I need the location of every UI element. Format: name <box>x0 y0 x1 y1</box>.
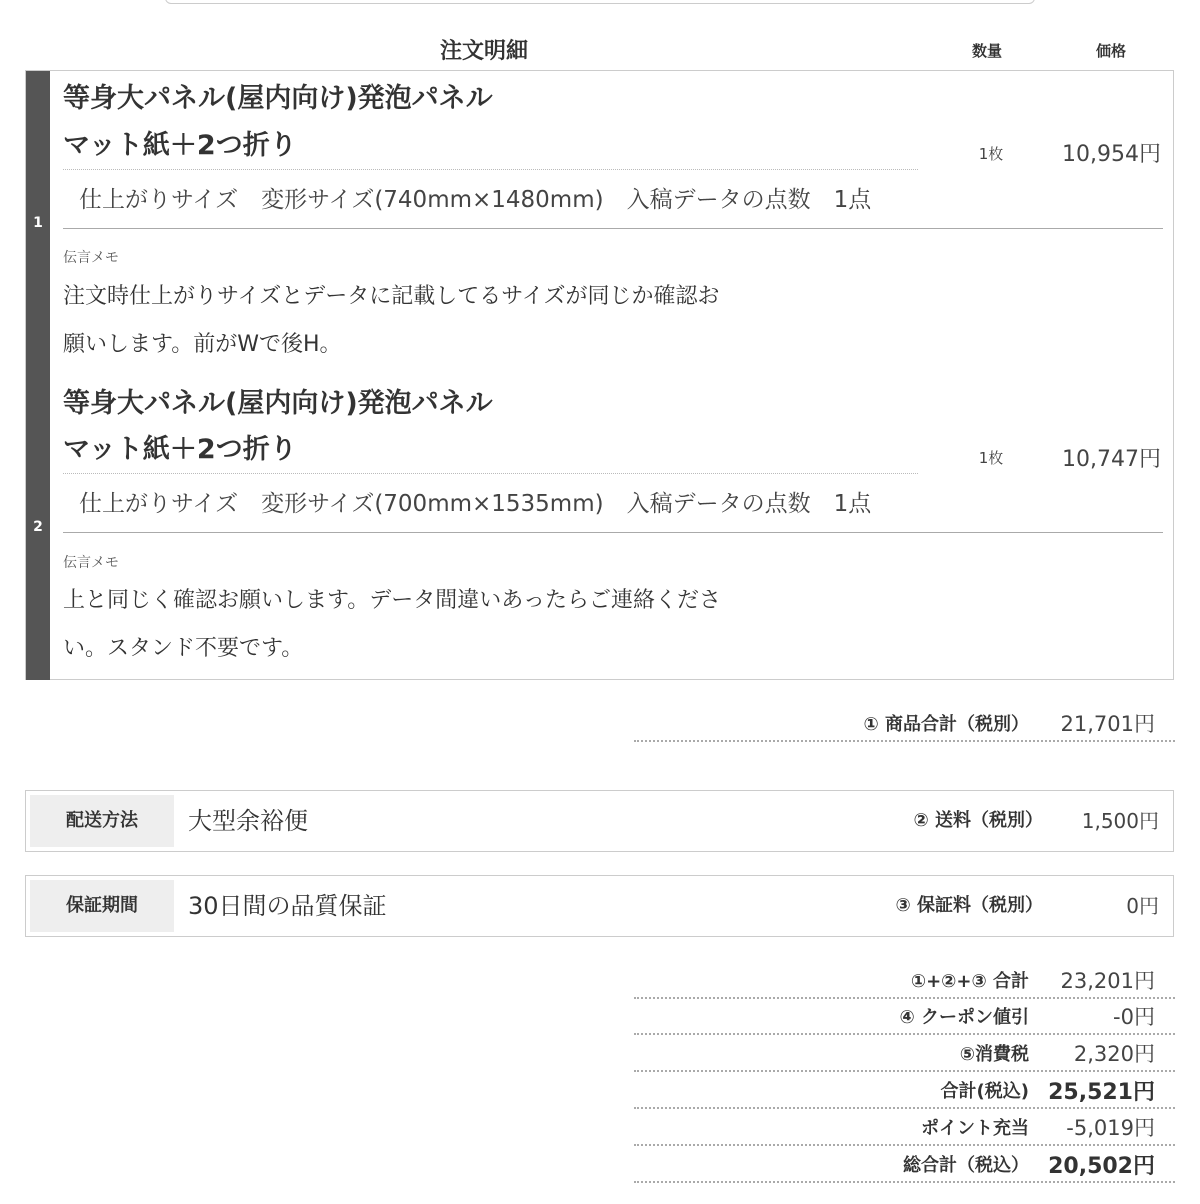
warranty-value: 30日間の品質保証 <box>188 892 387 920</box>
shipping-method-label: 配送方法 <box>30 795 174 847</box>
shipping-fee-label: ② 送料（税別） <box>913 810 1043 831</box>
price-column-header: 価格 <box>1096 42 1127 60</box>
subtotal-value: 21,701円 <box>1060 712 1155 736</box>
divider <box>63 473 918 474</box>
product-name: 等身大パネル(屋内向け)発泡パネル <box>63 388 493 419</box>
total-incl-tax-row <box>634 1073 1175 1109</box>
coupon-value: -0円 <box>1113 1005 1155 1029</box>
coupon-label: ④ クーポン値引 <box>899 1007 1029 1028</box>
grand-total-value: 20,502円 <box>1048 1154 1155 1179</box>
order-items-table <box>25 70 1174 680</box>
item-quantity: 1枚 <box>978 449 1004 467</box>
item-index-badge: 2 <box>26 375 50 680</box>
divider <box>63 169 918 170</box>
warranty-label: 保証期間 <box>30 880 174 932</box>
memo-text: 上と同じく確認お願いします。データ間違いあったらご連絡くださ <box>63 588 722 613</box>
memo-label: 伝言メモ <box>63 250 119 266</box>
coupon-discount-row <box>634 999 1175 1035</box>
item-index-badge: 1 <box>26 71 50 375</box>
item-quantity: 1枚 <box>978 145 1004 163</box>
product-spec: 仕上がりサイズ 変形サイズ(740mm×1480mm) 入稿データの点数 1点 <box>79 187 872 213</box>
sum-total-row <box>634 963 1175 999</box>
total-label: ①+②+③ 合計 <box>910 971 1029 992</box>
divider <box>63 228 1163 229</box>
total-incl-tax-value: 25,521円 <box>1048 1080 1155 1105</box>
item-price: 10,954円 <box>1062 142 1161 167</box>
product-name-option: マット紙＋2つ折り <box>63 130 297 161</box>
total-value: 23,201円 <box>1060 969 1155 993</box>
shipping-fee-value: 1,500円 <box>1081 809 1159 833</box>
shipping-method-row <box>25 790 1174 852</box>
tax-value: 2,320円 <box>1073 1042 1155 1066</box>
divider <box>63 532 1163 533</box>
item-price: 10,747円 <box>1062 447 1161 472</box>
order-details-title: 注文明細 <box>440 39 529 64</box>
memo-label: 伝言メモ <box>63 555 119 571</box>
product-name: 等身大パネル(屋内向け)発泡パネル <box>63 83 493 114</box>
warranty-fee-value: 0円 <box>1126 894 1159 918</box>
memo-text: い。スタンド不要です。 <box>63 636 304 661</box>
product-name-option: マット紙＋2つ折り <box>63 434 297 465</box>
memo-text: 注文時仕上がりサイズとデータに記載してるサイズが同じか確認お <box>63 284 720 309</box>
warranty-fee-label: ③ 保証料（税別） <box>895 895 1043 916</box>
product-spec: 仕上がりサイズ 変形サイズ(700mm×1535mm) 入稿データの点数 1点 <box>79 491 872 517</box>
tax-label: ⑤消費税 <box>959 1044 1029 1065</box>
memo-text: 願いします。前がWで後H。 <box>63 332 342 357</box>
total-incl-tax-label: 合計(税込) <box>940 1081 1029 1102</box>
top-input-bar <box>165 0 1035 4</box>
qty-column-header: 数量 <box>972 42 1003 60</box>
subtotal-row <box>634 706 1175 742</box>
grand-total-row <box>634 1147 1175 1183</box>
subtotal-label: ① 商品合計（税別） <box>863 714 1029 735</box>
grand-total-label: 総合計（税込） <box>903 1155 1029 1176</box>
consumption-tax-row <box>634 1036 1175 1072</box>
warranty-row <box>25 875 1174 937</box>
shipping-method-value: 大型余裕便 <box>188 807 308 835</box>
points-value: -5,019円 <box>1066 1116 1155 1140</box>
points-label: ポイント充当 <box>921 1118 1029 1139</box>
points-applied-row <box>634 1110 1175 1146</box>
